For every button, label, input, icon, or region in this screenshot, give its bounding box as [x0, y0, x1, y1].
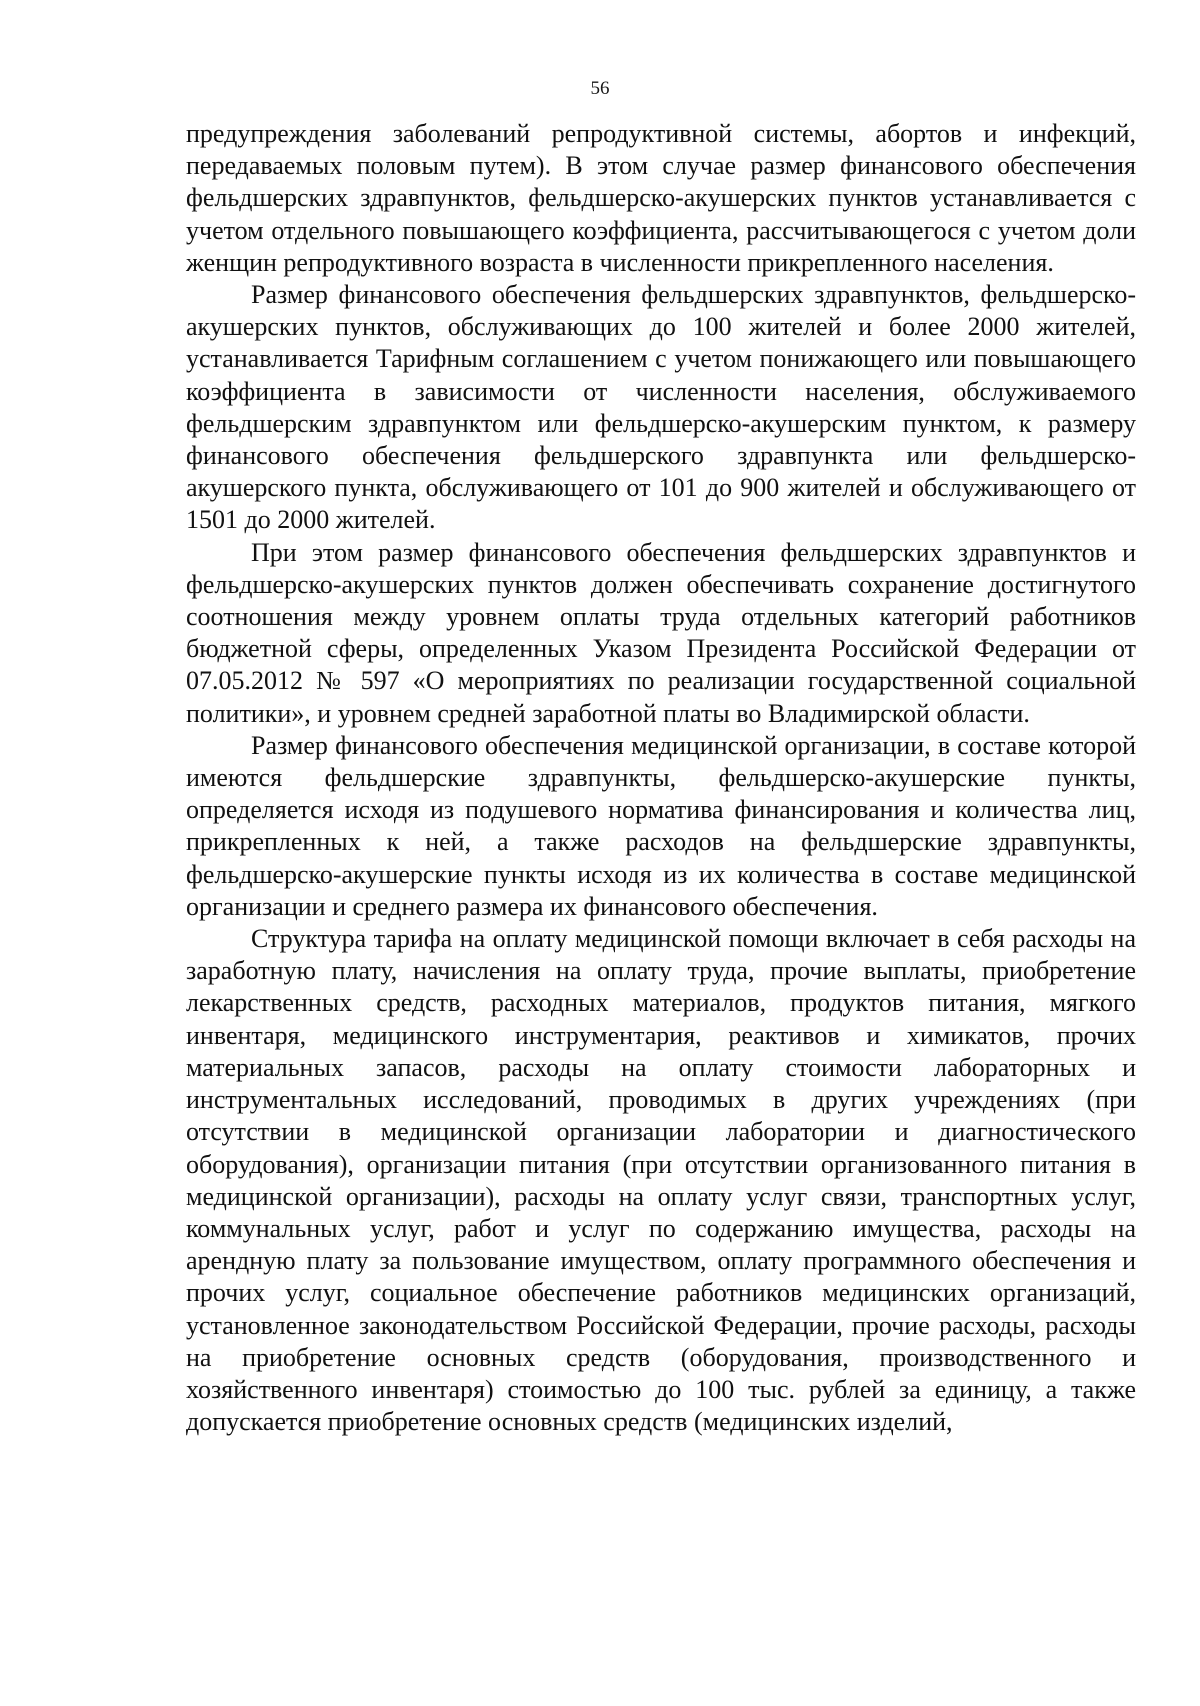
paragraph-5: Структура тарифа на оплату медицинской помощи включает в себя расходы на заработную плату, начисления на оплату труда, прочие выплаты, приобретение лекарственных средств, расходных материалов, продуктов питания, мягкого инвентаря, медицинского инструментария, реактивов и химикатов, прочих материальных запасов, расходы на оплату стоимости лабораторных и инструментальных исследований, проводимых в других учреждениях (при отсутствии в медицинской организации лаборатории и диагностического оборудования), организации питания (при отсутствии организованного питания в медицинской организации), расходы на оплату услуг связи, транспортных услуг, коммунальных услуг, работ и услуг по содержанию имущества, расходы на арендную плату за пользование имуществом, оплату программного обеспечения и прочих услуг, социальное обеспечение работников медицинских организаций, установленное законодательством Российской Федерации, прочие расходы, расходы на приобретение основных средств (оборудования, производственного и хозяйственного инвентаря) стоимостью до 100 тыс. рублей за единицу, а также допускается приобретение основных средств (медицинских изделий,: [186, 924, 1136, 1437]
paragraph-1: предупреждения заболеваний репродуктивной системы, абортов и инфекций, передаваемых половым путем). В этом случае размер финансового обеспечения фельдшерских здравпунктов, фельдшерско-акушерских пунктов устанавливается с учетом отдельного повышающего коэффициента, рассчитывающегося с учетом доли женщин репродуктивного возраста в численности прикрепленного населения.: [186, 119, 1136, 277]
document-body: [186, 118, 1136, 1438]
page-number: 56: [590, 78, 610, 99]
paragraph-4: Размер финансового обеспечения медицинской организации, в составе которой имеются фельдшерские здравпункты, фельдшерско-акушерские пункты, определяется исходя из подушевого норматива финансирования и количества лиц, прикрепленных к ней, а также расходов на фельдшерские здравпункты, фельдшерско-акушерские пункты исходя из их количества в составе медицинской организации и среднего размера их финансового обеспечения.: [186, 730, 1136, 921]
paragraph-3: При этом размер финансового обеспечения фельдшерских здравпунктов и фельдшерско-акушерских пунктов должен обеспечивать сохранение достигнутого соотношения между уровнем оплаты труда отдельных категорий работников бюджетной сферы, определенных Указом Президента Российской Федерации от 07.05.2012 № 597 «О мероприятиях по реализации государственной социальной политики», и уровнем средней заработной платы во Владимирской области.: [186, 537, 1136, 728]
paragraph-2: Размер финансового обеспечения фельдшерских здравпунктов, фельдшерско-акушерских пунктов, обслуживающих до 100 жителей и более 2000 жителей, устанавливается Тарифным соглашением с учетом понижающего или повышающего коэффициента в зависимости от численности населения, обслуживаемого фельдшерским здравпунктом или фельдшерско-акушерским пунктом, к размеру финансового обеспечения фельдшерского здравпункта или фельдшерско-акушерского пункта, обслуживающего от 101 до 900 жителей и обслуживающего от 1501 до 2000 жителей.: [186, 280, 1136, 535]
